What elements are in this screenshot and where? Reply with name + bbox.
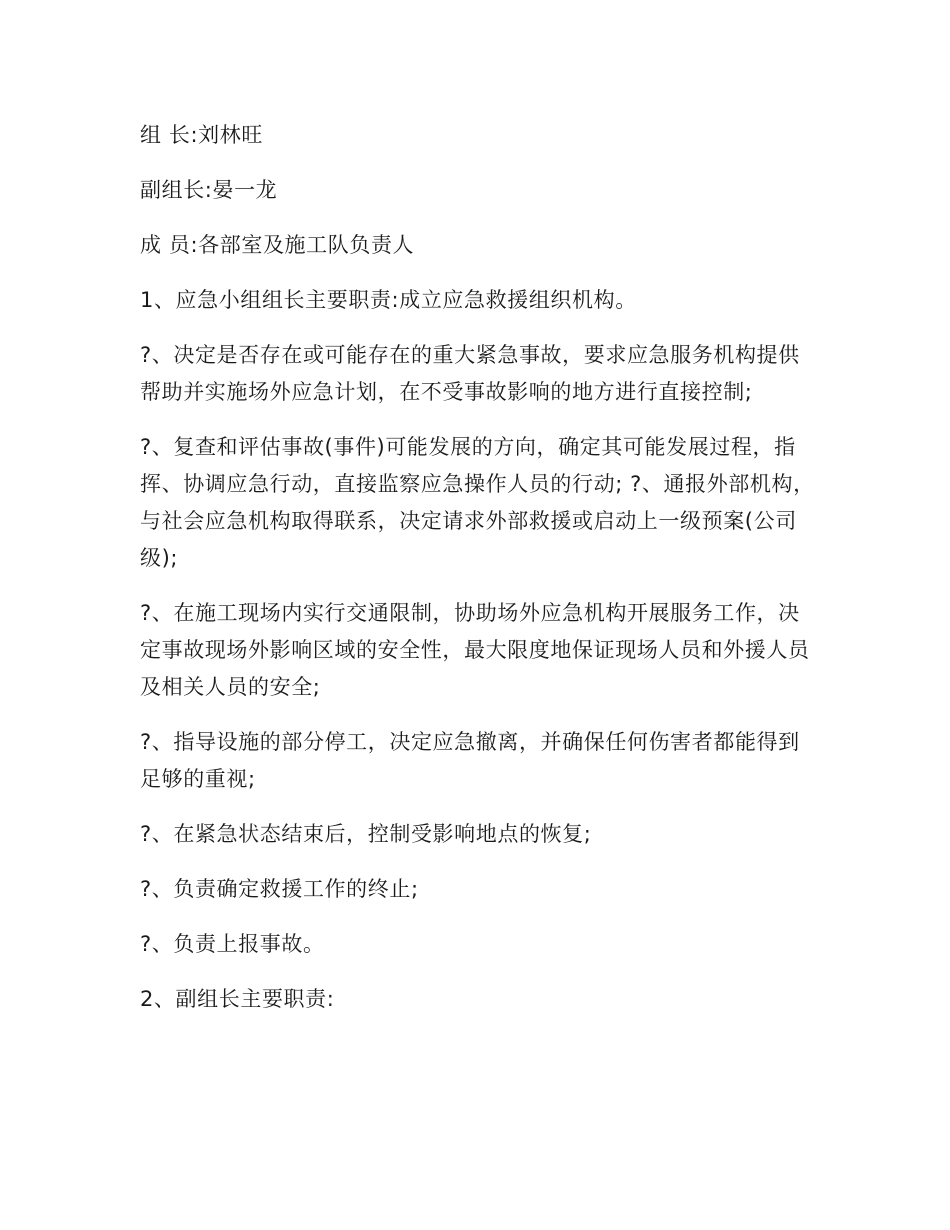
duty-item: ?、负责确定救援工作的终止; (140, 877, 419, 901)
duty-item: ?、负责上报事故。 (140, 932, 325, 956)
duty-item: ?、在紧急状态结束后，控制受影响地点的恢复; (140, 822, 592, 846)
document-body (140, 117, 820, 1036)
duty-item: ?、指导设施的部分停工，决定应急撤离，并确保任何伤害者都能得到足够的重视; (140, 730, 800, 791)
duty-item: ?、决定是否存在或可能存在的重大紧急事故，要求应急服务机构提供帮助并实施场外应急计划，在不受事故影响的地方进行直接控制; (140, 343, 800, 404)
members-line: 成 员:各部室及施工队负责人 (140, 233, 415, 257)
leader-duties-heading: 1、应急小组组长主要职责:成立应急救援组织机构。 (140, 288, 637, 312)
team-leader-line: 组 长:刘林旺 (140, 123, 263, 147)
duty-item: ?、复查和评估事故(事件)可能发展的方向，确定其可能发展过程，指挥、协调应急行动，直接监察应急操作人员的行动; ?、通报外部机构，与社会应急机构取得联系，决定请求外部救援或启动上一级预案(公司级); (140, 435, 815, 570)
deputy-duties-heading: 2、副组长主要职责: (140, 987, 335, 1011)
deputy-leader-line: 副组长:晏一龙 (140, 178, 278, 202)
duty-item: ?、在施工现场内实行交通限制，协助场外应急机构开展服务工作，决定事故现场外影响区域的安全性，最大限度地保证现场人员和外援人员及相关人员的安全; (140, 601, 810, 699)
